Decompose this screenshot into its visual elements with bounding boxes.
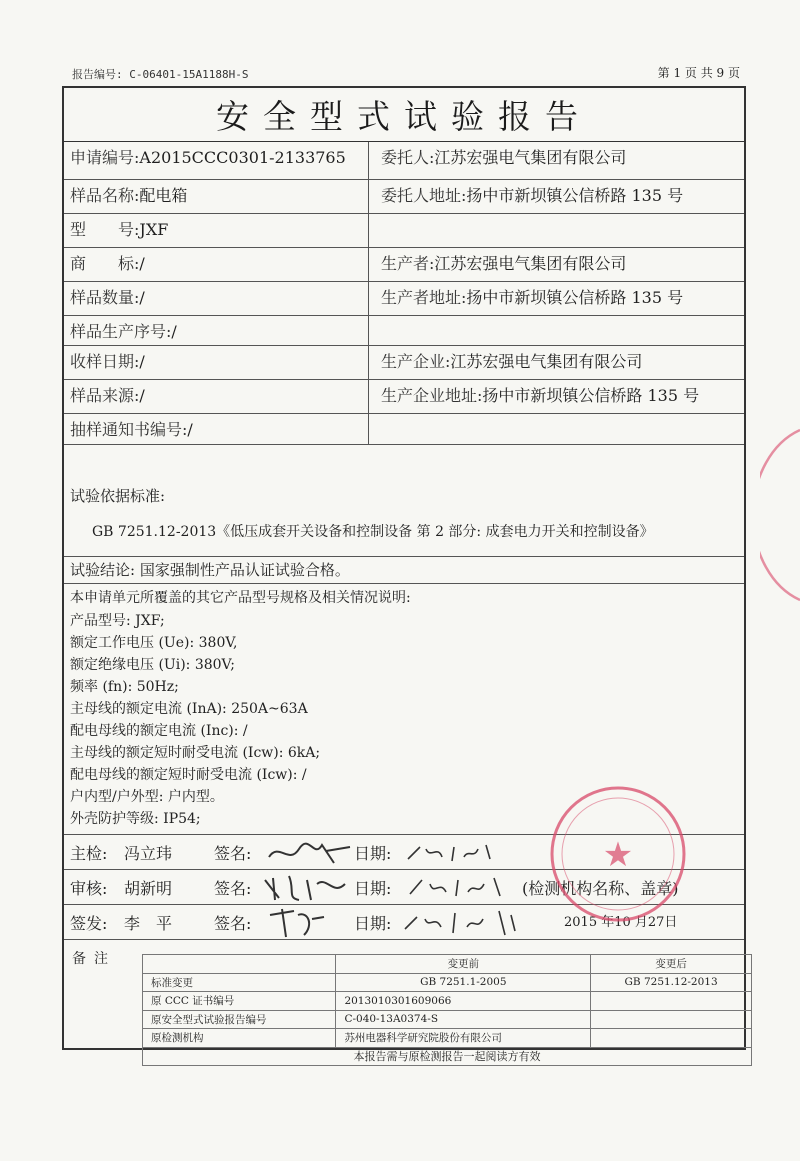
info-label: 生产企业地址:	[381, 386, 483, 405]
reviewer-name: 胡新明	[124, 879, 173, 898]
row-after	[591, 1029, 752, 1048]
info-left-cell	[64, 282, 369, 315]
info-row	[64, 282, 744, 316]
info-label: 生产企业:	[381, 352, 451, 371]
info-row	[64, 414, 744, 445]
standard-heading: 试验依据标准:	[70, 487, 166, 505]
info-value: /	[139, 288, 145, 307]
row-after	[591, 992, 752, 1011]
inspector-label: 主检:	[70, 844, 108, 863]
conclusion-label: 试验结论:	[70, 561, 136, 579]
sign-label: 签名:	[214, 879, 252, 898]
info-value: /	[139, 254, 145, 273]
info-left-cell	[64, 142, 369, 179]
spec-heading: 本申请单元所覆盖的其它产品型号规格及相关情况说明:	[70, 590, 411, 606]
reviewer-signature	[259, 870, 359, 904]
issuer-signature	[264, 905, 334, 939]
info-value: 江苏宏强电气集团有限公司	[434, 148, 627, 167]
inspector-date-handwritten	[404, 837, 504, 867]
issue-date: 2015 年10 月27日	[564, 915, 678, 930]
spec-line: 产品型号: JXF;	[70, 613, 165, 629]
info-row	[64, 214, 744, 248]
svg-text:★: ★	[602, 835, 634, 875]
info-right-cell	[369, 142, 744, 179]
info-label: 申请编号:	[70, 148, 140, 167]
info-value: /	[171, 322, 177, 341]
remarks-table	[142, 954, 752, 1066]
info-label: 委托人:	[381, 148, 435, 167]
spec-line: 配电母线的额定短时耐受电流 (Icw): /	[70, 767, 307, 783]
spec-line: 主母线的额定短时耐受电流 (Icw): 6kA;	[70, 745, 321, 761]
info-row	[64, 316, 744, 346]
row-item: 原 CCC 证书编号	[143, 992, 336, 1011]
info-right-cell	[369, 316, 744, 345]
table-row	[143, 992, 752, 1011]
info-value: /	[187, 420, 193, 439]
row-before: GB 7251.1-2005	[336, 973, 591, 992]
info-label: 收样日期:	[70, 352, 140, 371]
spec-line: 频率 (fn): 50Hz;	[70, 679, 179, 695]
info-label: 样品生产序号:	[70, 322, 172, 341]
row-after: GB 7251.12-2013	[591, 973, 752, 992]
info-left-cell	[64, 180, 369, 213]
info-right-cell	[369, 346, 744, 379]
info-value: 扬中市新坝镇公信桥路 135 号	[466, 186, 684, 205]
info-value: 扬中市新坝镇公信桥路 135 号	[482, 386, 700, 405]
row-after	[591, 1010, 752, 1029]
info-label: 生产者地址:	[381, 288, 467, 307]
info-value: 江苏宏强电气集团有限公司	[450, 352, 643, 371]
sign-label: 签名:	[214, 914, 252, 933]
reviewer-date-handwritten	[404, 872, 514, 902]
info-right-cell	[369, 180, 744, 213]
spec-line: 外壳防护等级: IP54;	[70, 811, 201, 827]
info-value: /	[139, 386, 145, 405]
info-label: 样品数量:	[70, 288, 140, 307]
remarks-note: 本报告需与原检测报告一起阅读方有效	[143, 1047, 752, 1066]
row-item: 标准变更	[143, 973, 336, 992]
remarks-label: 备注	[72, 951, 116, 967]
table-note-row	[143, 1047, 752, 1066]
info-label: 样品来源:	[70, 386, 140, 405]
info-right-cell	[369, 414, 744, 444]
report-title: 安全型式试验报告	[216, 97, 592, 136]
info-value: /	[139, 352, 145, 371]
info-label: 样品名称:	[70, 186, 140, 205]
inspector-name: 冯立玮	[124, 844, 173, 863]
spec-line: 额定绝缘电压 (Ui): 380V;	[70, 657, 235, 673]
info-left-cell	[64, 346, 369, 379]
row-before: 2013010301609066	[336, 992, 591, 1011]
inspection-seal	[528, 776, 708, 926]
info-right-cell	[369, 380, 744, 413]
info-row	[64, 142, 744, 180]
date-label: 日期:	[354, 879, 392, 898]
info-left-cell	[64, 248, 369, 281]
info-value: 扬中市新坝镇公信桥路 135 号	[466, 288, 684, 307]
table-row	[143, 1010, 752, 1029]
info-right-cell	[369, 214, 744, 247]
col-before: 变更前	[336, 955, 591, 974]
reviewer-label: 审核:	[70, 879, 108, 898]
issuer-label: 签发:	[70, 914, 108, 933]
info-right-cell	[369, 282, 744, 315]
issuer-date-handwritten	[399, 907, 529, 937]
info-value: A2015CCC0301-2133765	[139, 148, 346, 167]
info-row	[64, 248, 744, 282]
info-label: 委托人地址:	[381, 186, 467, 205]
table-header-row	[143, 955, 752, 974]
row-before: 苏州电器科学研究院股份有限公司	[336, 1029, 591, 1048]
table-row	[143, 973, 752, 992]
row-item: 原检测机构	[143, 1029, 336, 1048]
info-left-cell	[64, 380, 369, 413]
date-label: 日期:	[354, 844, 392, 863]
info-right-cell	[369, 248, 744, 281]
info-label: 抽样通知书编号:	[70, 420, 188, 439]
issuer-name: 李 平	[124, 914, 173, 933]
spec-line: 主母线的额定电流 (InA): 250A~63A	[70, 701, 308, 717]
info-left-cell	[64, 414, 369, 444]
info-value: 配电箱	[139, 186, 188, 205]
col-after: 变更后	[591, 955, 752, 974]
report-id: 报告编号: C-06401-15A1188H-S	[72, 68, 249, 81]
spec-line: 配电母线的额定电流 (Inc): /	[70, 723, 248, 739]
conclusion-section	[64, 557, 744, 584]
remarks-section	[64, 940, 744, 1104]
info-label: 型 号:	[70, 220, 140, 239]
standard-section	[64, 477, 744, 557]
row-item: 原安全型式试验报告编号	[143, 1010, 336, 1029]
title-row	[64, 88, 744, 142]
info-left-cell	[64, 214, 369, 247]
info-row	[64, 380, 744, 414]
inspector-signature	[264, 837, 354, 869]
row-before: C-040-13A0374-S	[336, 1010, 591, 1029]
org-note: (检测机构名称、盖章)	[522, 879, 679, 898]
info-row	[64, 346, 744, 380]
spec-line: 户内型/户外型: 户内型。	[70, 789, 224, 805]
page-number: 第 1 页 共 9 页	[657, 66, 740, 80]
info-value: 江苏宏强电气集团有限公司	[434, 254, 627, 273]
date-label: 日期:	[354, 914, 392, 933]
info-label: 生产者:	[381, 254, 435, 273]
info-value: JXF	[139, 220, 169, 239]
standard-text: GB 7251.12-2013《低压成套开关设备和控制设备 第 2 部分: 成套电力开关和控制设备》	[92, 524, 654, 540]
conclusion-text: 国家强制性产品认证试验合格。	[139, 561, 350, 579]
info-row	[64, 180, 744, 214]
page-header	[62, 62, 750, 82]
table-row	[143, 1029, 752, 1048]
spec-line: 额定工作电压 (Ue): 380V,	[70, 635, 238, 651]
info-left-cell	[64, 316, 369, 345]
info-label: 商 标:	[70, 254, 140, 273]
sign-label: 签名:	[214, 844, 252, 863]
edge-seal-fragment	[760, 420, 800, 610]
